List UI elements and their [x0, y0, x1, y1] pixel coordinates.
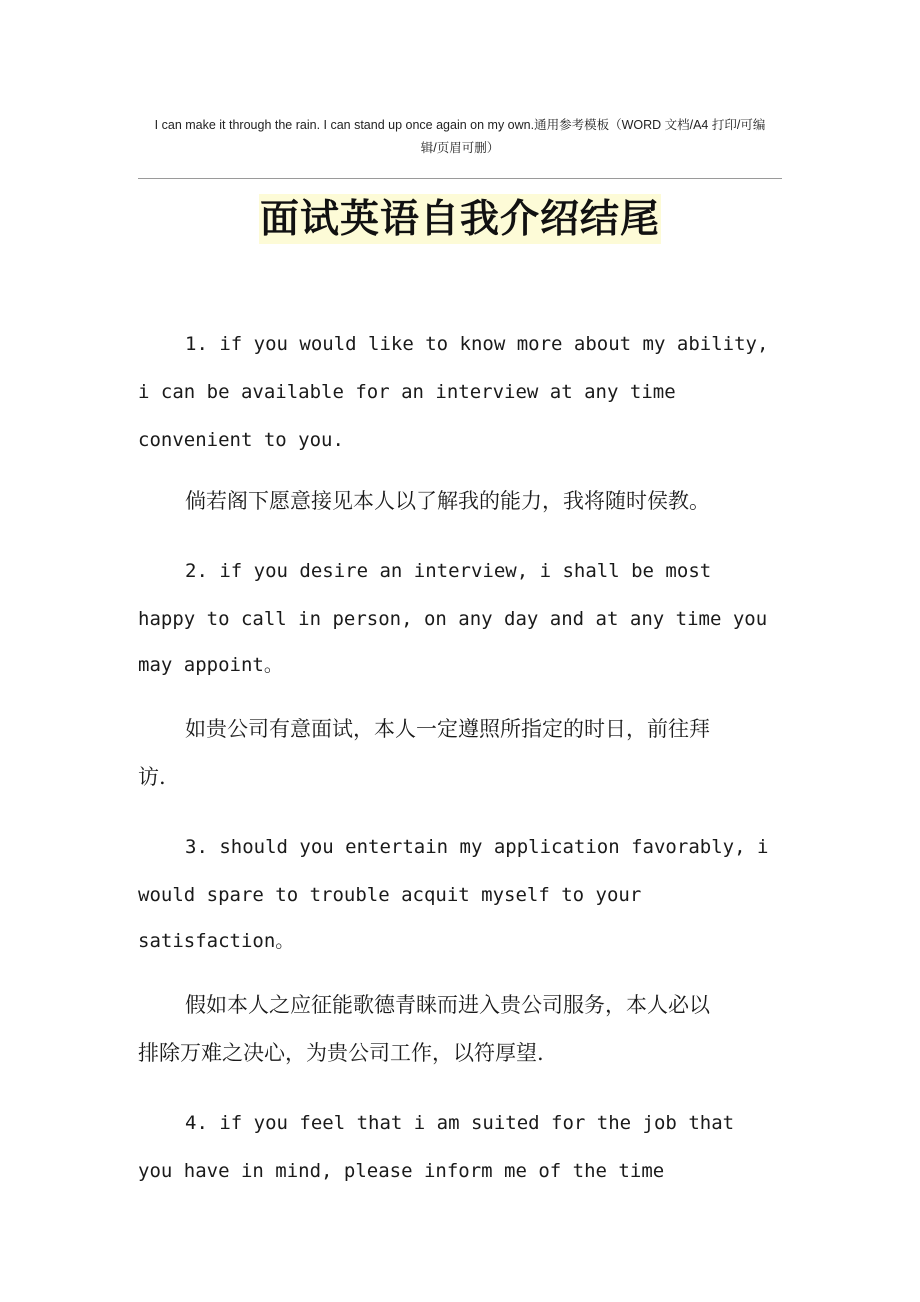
title-container [0, 194, 920, 244]
text-line: 假如本人之应征能歌德青睐而进入贵公司服务，本人必以 [185, 993, 710, 1017]
header-line-1: I can make it through the rain. I can stand up once again on my own.通用参考模板（WORD 文档/A4 打印/可编 [154, 118, 766, 132]
document-title: 面试英语自我介绍结尾 [259, 196, 660, 242]
text-line: 访. [138, 765, 166, 789]
text-line: 2. if you desire an interview, i shall be most [185, 560, 712, 582]
text-line: 倘若阁下愿意接见本人以了解我的能力，我将随时侯教。 [185, 489, 710, 513]
text-line: 如贵公司有意面试，本人一定遵照所指定的时日，前往拜 [185, 717, 710, 741]
paragraph-1-english [138, 320, 782, 464]
text-line: convenient to you. [138, 429, 344, 451]
header-divider [138, 178, 782, 179]
paragraph-2-chinese [138, 705, 782, 801]
paragraph-4-english [138, 1099, 782, 1195]
page-header [138, 114, 782, 160]
paragraph-3-chinese [138, 981, 782, 1077]
text-line: 4. if you feel that i am suited for the job that [185, 1112, 735, 1134]
text-line: would spare to trouble acquit myself to your [138, 884, 642, 906]
text-line: may appoint。 [138, 654, 283, 676]
text-line: 3. should you entertain my application favorably, i [185, 836, 769, 858]
text-line: happy to call in person, on any day and at any time you [138, 608, 768, 630]
header-line-2: 辑/页眉可删） [420, 141, 500, 155]
paragraph-2-english [138, 547, 782, 687]
paragraph-3-english [138, 823, 782, 963]
text-line: 1. if you would like to know more about my ability, [185, 333, 769, 355]
text-line: 排除万难之决心，为贵公司工作，以符厚望. [138, 1041, 544, 1065]
text-line: i can be available for an interview at any time [138, 381, 676, 403]
text-line: you have in mind, please inform me of the time [138, 1160, 665, 1182]
text-line: satisfaction。 [138, 930, 295, 952]
paragraph-1-chinese [138, 477, 782, 525]
